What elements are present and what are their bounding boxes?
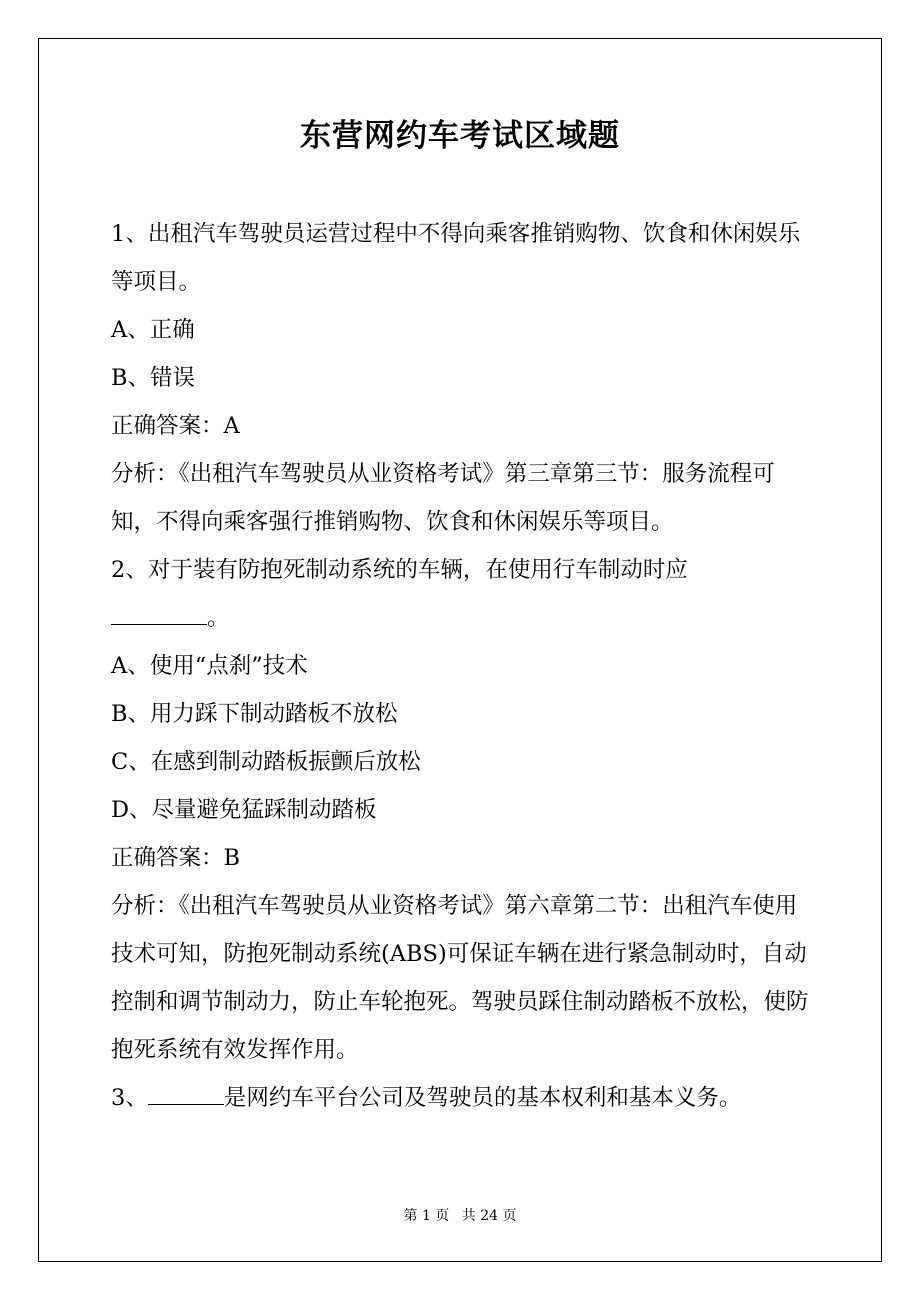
question-1-option-a: A、正确 bbox=[111, 317, 195, 343]
answer-blank bbox=[148, 1074, 224, 1105]
question-2-stem-text: 2、对于装有防抱死制动系统的车辆，在使用行车制动时应 bbox=[111, 557, 688, 583]
question-3-number: 3、 bbox=[111, 1085, 148, 1111]
answer-blank bbox=[111, 594, 207, 625]
page-footer bbox=[38, 1204, 882, 1228]
question-2-answer: 正确答案：B bbox=[111, 845, 241, 871]
question-3-stem-text: 是网约车平台公司及驾驶员的基本权利和基本义务。 bbox=[223, 1085, 742, 1111]
question-2-option-a: A、使用“点刹”技术 bbox=[111, 653, 308, 679]
question-2-option-c: C、在感到制动踏板振颤后放松 bbox=[111, 749, 421, 775]
question-2-stem bbox=[111, 546, 811, 642]
question-2-option-b: B、用力踩下制动踏板不放松 bbox=[111, 701, 398, 727]
question-1-stem: 1、出租汽车驾驶员运营过程中不得向乘客推销购物、饮食和休闲娱乐等项目。 bbox=[111, 221, 801, 295]
question-2-analysis: 分析：《出租汽车驾驶员从业资格考试》第六章第二节：出租汽车使用技术可知，防抱死制动系统(ABS)可保证车辆在进行紧急制动时，自动控制和调节制动力，防止车轮抱死。驾驶员踩住制动踏板不放松，使防抱死系统有效发挥作用。 bbox=[111, 893, 809, 1063]
document-title: 东营网约车考试区域题 bbox=[300, 118, 620, 154]
page-total: 共 24 页 bbox=[461, 1208, 517, 1224]
question-2-option-d: D、尽量避免猛踩制动踏板 bbox=[111, 797, 377, 823]
question-1-answer: 正确答案：A bbox=[111, 413, 240, 439]
question-3-stem bbox=[111, 1074, 811, 1122]
document-body bbox=[111, 210, 811, 1122]
page-number: 第 1 页 bbox=[403, 1208, 450, 1224]
question-2-stem-end: 。 bbox=[207, 605, 230, 631]
question-1-option-b: B、错误 bbox=[111, 365, 196, 391]
question-1-analysis: 分析：《出租汽车驾驶员从业资格考试》第三章第三节：服务流程可知，不得向乘客强行推销购物、饮食和休闲娱乐等项目。 bbox=[111, 461, 775, 535]
